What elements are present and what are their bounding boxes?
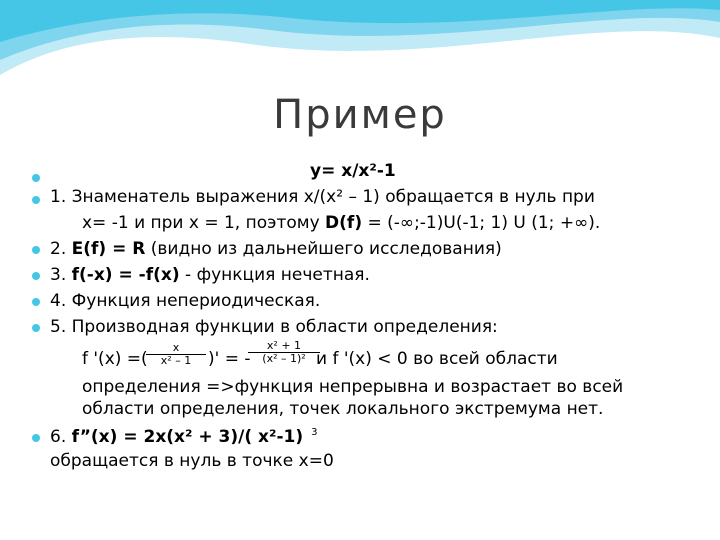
bullet-icon [32,246,40,254]
fraction-2: x² + 1 (x² – 1)² [248,340,320,365]
slide-title: Пример [273,92,447,138]
function-formula: y= x/x²-1 [310,161,396,181]
derivative-middle: )' = - [208,349,251,369]
bullet-icon [32,434,40,442]
item-5-line-3: определения =>функция непрерывна и возрастает во всей [82,377,624,397]
bullet-icon [32,272,40,280]
item-5-line-1: 5. Производная функции в области определения: [50,317,498,337]
item-4: 4. Функция непериодическая. [50,291,321,311]
bullet-icon [32,196,40,204]
bullet-icon [32,298,40,306]
item-6-line-1: 6. f”(x) = 2x(x² + 3)/( x²-1) $^3$ [50,427,318,447]
item-5-line-4: области определения, точек локального экстремума нет. [82,399,604,419]
item-2: 2. E(f) = R (видно из дальнейшего исследования) [50,239,502,259]
derivative-suffix: и f '(x) < 0 во всей области [316,349,558,369]
bullet-icon [32,174,40,182]
item-3: 3. f(-x) = -f(x) - функция нечетная. [50,265,370,285]
derivative-prefix: f '(x) =( [82,349,148,369]
item-6-line-2: обращается в нуль в точке x=0 [50,451,334,471]
fraction-1: x x² – 1 [146,342,206,367]
item-1-line-2: x= -1 и при x = 1, поэтому D(f) = (-∞;-1)U(-1; 1) U (1; +∞). [82,213,601,233]
item-1-line-1: 1. Знаменатель выражения x/(x² – 1) обращается в нуль при [50,187,595,207]
bullet-icon [32,324,40,332]
header-wave-decoration [0,0,720,90]
